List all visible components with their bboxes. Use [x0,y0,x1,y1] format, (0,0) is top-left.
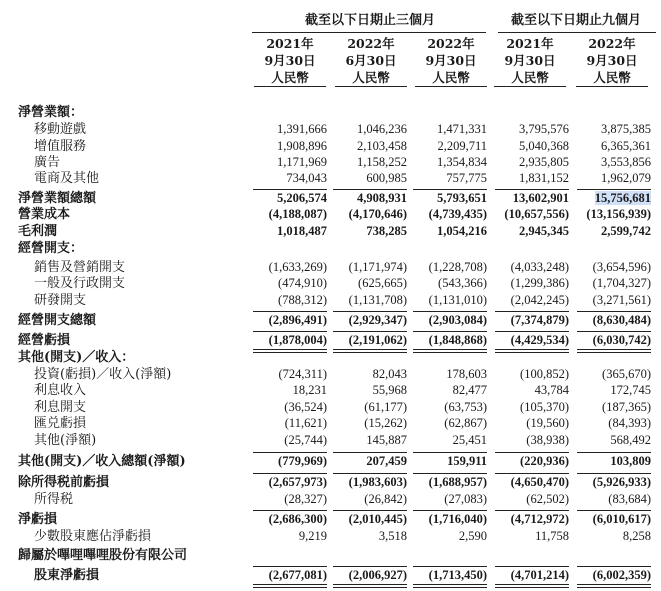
row-value: (63,753) [444,400,487,414]
total-rule [413,473,487,474]
row-value: 1,054,216 [437,224,487,238]
row-label: 股東淨虧損 [34,568,100,583]
column-header-year: 2021年 [266,36,314,51]
row-label: 淨營業額總額 [18,191,97,206]
double-underline [577,584,651,585]
total-rule [333,510,407,511]
row-value: 1,831,152 [519,171,569,185]
row-label: 匯兑虧損 [34,416,87,431]
row-value: (4,170,646) [348,207,407,221]
row-value: (724,311) [278,367,327,381]
row-value: 15,756,681 [594,191,651,205]
row-value: (6,002,359) [592,568,651,582]
row-value: 2,103,458 [357,139,407,153]
row-value: (2,677,081) [268,568,327,582]
row-value: (10,657,556) [504,207,569,221]
row-label: 增值服務 [34,139,87,154]
row-value: (220,936) [520,454,569,468]
row-value: (365,670) [602,367,651,381]
total-rule [253,331,327,332]
total-rule [413,189,487,190]
row-value: (2,042,245) [510,293,569,307]
row-value: 159,911 [447,454,487,468]
row-value: 25,451 [452,433,487,447]
double-underline [577,349,651,350]
row-value: (1,713,450) [428,568,487,582]
row-value: (3,654,596) [592,260,651,274]
row-label: 經營開支總額 [18,313,97,328]
row-value: (4,429,534) [510,333,569,347]
row-label: 營業成本 [18,207,71,222]
column-header-year: 2022年 [427,36,475,51]
row-value: (5,926,933) [592,475,651,489]
row-value: 1,908,896 [277,139,327,153]
row-value: (2,010,445) [348,512,407,526]
row-value: (1,848,868) [428,333,487,347]
row-value: 13,602,901 [512,191,569,205]
column-header-currency: 人民幣 [352,70,390,85]
double-underline [253,587,327,588]
row-value: (4,650,470) [510,475,569,489]
row-value: (1,228,708) [428,260,487,274]
row-value: (4,701,214) [510,568,569,582]
row-value: (4,033,248) [510,260,569,274]
row-value: (2,929,347) [348,313,407,327]
row-value: (474,910) [278,276,327,290]
row-value: 2,599,742 [601,224,651,238]
column-header-currency: 人民幣 [432,70,470,85]
double-underline [333,587,407,588]
double-underline [413,587,487,588]
row-value: (13,156,939) [586,207,651,221]
row-value: (15,262) [364,416,407,430]
total-rule [495,510,569,511]
column-header-year: 2021年 [506,36,554,51]
total-rule [333,566,407,567]
double-underline [333,352,407,353]
row-value: 3,795,576 [519,122,569,136]
row-value: 6,365,361 [601,139,651,153]
row-value: 1,046,236 [357,122,407,136]
total-rule [413,566,487,567]
row-value: 5,793,651 [437,191,487,205]
double-underline [577,352,651,353]
double-underline [495,587,569,588]
column-header-date: 9月30日 [586,53,638,68]
row-value: 1,391,666 [277,122,327,136]
row-value: 1,962,079 [601,171,651,185]
column-header-rule [335,86,407,87]
row-label: 銷售及營銷開支 [34,260,126,275]
total-rule [577,311,651,312]
row-value: (1,983,603) [348,475,407,489]
group-header-nine-months: 截至以下日期止九個月 [510,13,641,28]
total-rule [413,452,487,453]
row-label: 少數股東應佔淨虧損 [34,529,152,544]
row-label: 經營開支： [18,241,84,256]
column-header-date: 6月30日 [345,53,397,68]
row-value: (788,312) [278,293,327,307]
total-rule [577,189,651,190]
row-value: (19,560) [526,416,569,430]
row-label: 淨虧損 [18,512,58,527]
total-rule [495,566,569,567]
row-value: (4,188,087) [268,207,327,221]
row-label: 除所得税前虧損 [18,475,110,490]
double-underline [577,587,651,588]
row-value: 3,875,385 [601,122,651,136]
row-value: (25,744) [284,433,327,447]
row-label: 其他(開支)／收入： [18,350,135,365]
row-label: 歸屬於嗶哩嗶哩股份有限公司 [18,548,188,563]
row-value: 82,043 [372,367,407,381]
double-underline [253,584,327,585]
row-value: 8,258 [622,529,651,543]
row-value: 2,209,711 [437,139,487,153]
row-value: (2,657,973) [268,475,327,489]
total-rule [413,331,487,332]
row-value: 4,908,931 [357,191,407,205]
column-header-year: 2022年 [588,36,636,51]
row-value: (2,903,084) [428,313,487,327]
double-underline [333,584,407,585]
row-value: 568,492 [610,433,651,447]
double-underline [495,349,569,350]
double-underline [495,584,569,585]
row-value: (6,010,617) [592,512,651,526]
column-header-date: 9月30日 [264,53,316,68]
row-label: 投資(虧損)／收入(淨額) [34,367,172,382]
row-value: 2,945,345 [519,224,569,238]
column-header-rule [576,86,648,87]
row-label: 經營虧損 [18,333,71,348]
group-header-three-months: 截至以下日期止三個月 [304,13,435,28]
row-value: (4,712,972) [510,512,569,526]
row-value: 207,459 [366,454,407,468]
total-rule [253,510,327,511]
row-label: 廣告 [34,155,61,170]
row-value: 55,968 [372,383,407,397]
row-value: (779,969) [278,454,327,468]
row-label: 毛利潤 [18,224,58,239]
row-value: (1,688,957) [428,475,487,489]
total-rule [253,566,327,567]
row-value: (1,131,010) [428,293,487,307]
row-value: (8,630,484) [592,313,651,327]
row-value: (1,878,004) [268,333,327,347]
double-underline [413,584,487,585]
row-value: 738,285 [366,224,407,238]
column-header-currency: 人民幣 [593,70,631,85]
total-rule [495,311,569,312]
total-rule [333,452,407,453]
row-label: 其他(開支)／收入總額(淨額) [18,454,186,469]
row-value: 145,887 [366,433,407,447]
row-value: 11,758 [535,529,569,543]
group-header-rule [498,32,656,33]
row-value: 2,935,805 [519,155,569,169]
row-value: (6,030,742) [592,333,651,347]
row-value: (1,299,386) [510,276,569,290]
row-value: (62,502) [526,492,569,506]
row-label: 其他(淨額) [34,433,97,448]
row-value: 5,040,368 [519,139,569,153]
column-header-rule [415,86,487,87]
total-rule [333,189,407,190]
double-underline [253,349,327,350]
row-value: 1,471,331 [437,122,487,136]
total-rule [577,452,651,453]
total-rule [577,331,651,332]
double-underline [413,349,487,350]
column-header-rule [254,86,326,87]
row-value: 757,775 [446,171,487,185]
row-value: (83,684) [608,492,651,506]
row-value: (11,621) [284,416,327,430]
group-header-rule [252,32,486,33]
total-rule [253,189,327,190]
row-value: 103,809 [610,454,651,468]
row-value: (2,191,062) [348,333,407,347]
row-label: 移動遊戲 [34,122,87,137]
row-label: 研發開支 [34,293,87,308]
row-value: (3,271,561) [592,293,651,307]
total-rule [253,311,327,312]
row-value: 178,603 [446,367,487,381]
total-rule [577,510,651,511]
total-rule [495,473,569,474]
double-underline [253,352,327,353]
row-value: (1,704,327) [592,276,651,290]
row-label: 淨營業額： [18,105,84,120]
row-label: 一般及行政開支 [34,276,126,291]
total-rule [333,331,407,332]
total-rule [253,452,327,453]
total-rule [333,473,407,474]
row-value: 1,158,252 [357,155,407,169]
double-underline [333,349,407,350]
row-value: 1,018,487 [277,224,327,238]
row-value: (2,686,300) [268,512,327,526]
row-value: 172,745 [610,383,651,397]
row-value: (187,365) [602,400,651,414]
total-rule [413,311,487,312]
row-value: 600,985 [366,171,407,185]
row-value: (1,131,708) [348,293,407,307]
row-value: (1,716,040) [428,512,487,526]
double-underline [495,352,569,353]
column-header-year: 2022年 [347,36,395,51]
total-rule [253,473,327,474]
row-value: 2,590 [458,529,487,543]
row-value: (543,366) [438,276,487,290]
row-label: 利息開支 [34,400,87,415]
row-value: 9,219 [298,529,327,543]
row-value: 1,171,969 [277,155,327,169]
row-value: (61,177) [364,400,407,414]
row-value: (100,852) [520,367,569,381]
row-value: 3,518 [378,529,407,543]
row-value: 734,043 [286,171,327,185]
column-header-currency: 人民幣 [271,70,309,85]
row-value: (2,006,927) [348,568,407,582]
total-rule [577,473,651,474]
row-value: 5,206,574 [277,191,327,205]
total-rule [333,311,407,312]
total-rule [413,510,487,511]
row-value: (27,083) [444,492,487,506]
column-header-date: 9月30日 [425,53,477,68]
total-rule [577,566,651,567]
row-value: (625,665) [358,276,407,290]
column-header-rule [494,86,566,87]
total-rule [495,189,569,190]
row-value: (4,739,435) [428,207,487,221]
total-rule [495,452,569,453]
row-value: (84,393) [608,416,651,430]
row-value: (36,524) [284,400,327,414]
row-value: (26,842) [364,492,407,506]
row-label: 所得税 [34,492,74,507]
row-value: 18,231 [292,383,327,397]
row-value: (1,633,269) [268,260,327,274]
row-value: 43,784 [534,383,569,397]
row-value: (2,896,491) [268,313,327,327]
row-value: 3,553,856 [601,155,651,169]
row-value: 1,354,834 [437,155,487,169]
row-value: (28,327) [284,492,327,506]
row-value: (7,374,879) [510,313,569,327]
row-value: (38,938) [526,433,569,447]
row-value: (105,370) [520,400,569,414]
row-label: 電商及其他 [34,171,100,186]
column-header-currency: 人民幣 [511,70,549,85]
row-value: 82,477 [452,383,487,397]
row-label: 利息收入 [34,383,87,398]
row-value: (1,171,974) [348,260,407,274]
double-underline [413,352,487,353]
total-rule [495,331,569,332]
row-value: (62,867) [444,416,487,430]
column-header-date: 9月30日 [504,53,556,68]
